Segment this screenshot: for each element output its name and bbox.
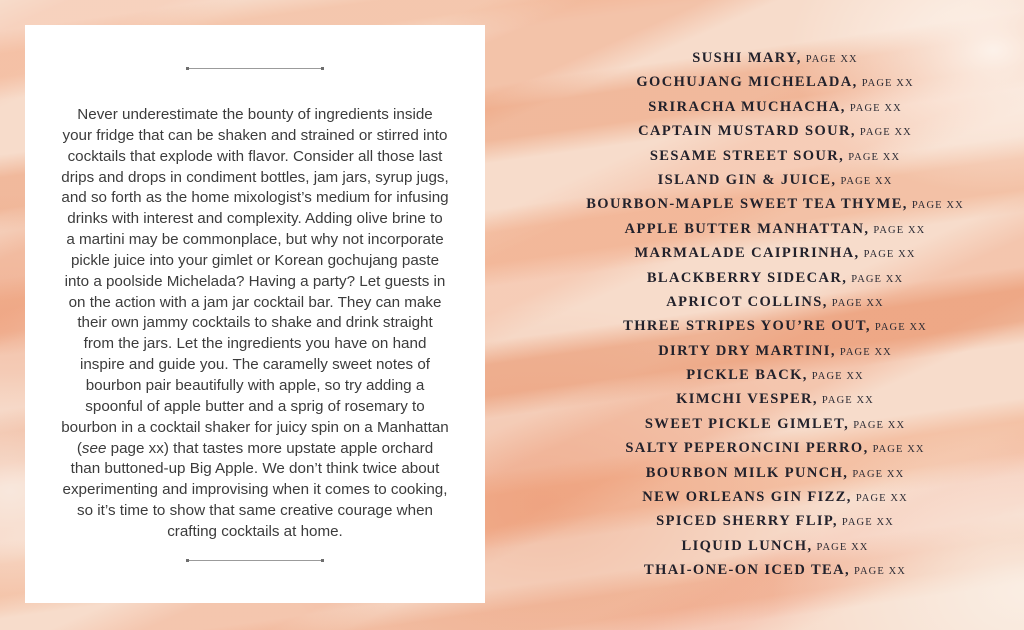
recipe-name: SALTY PEPERONCINI PERRO, <box>625 440 869 457</box>
recipe-page-ref: PAGE XX <box>855 493 908 505</box>
recipe-page-ref: PAGE XX <box>853 419 906 431</box>
recipe-list-item <box>540 314 1010 338</box>
recipe-list-item <box>540 534 1010 558</box>
recipe-list-item <box>540 363 1010 387</box>
recipe-name: SRIRACHA MUCHACHA, <box>648 98 846 115</box>
recipe-page-ref: PAGE XX <box>805 54 858 65</box>
recipe-list-item <box>540 168 1010 192</box>
recipe-list-item <box>540 217 1010 241</box>
recipe-page-ref: PAGE XX <box>851 273 904 285</box>
recipe-name: MARMALADE CAIPIRINHA, <box>634 245 860 262</box>
decorative-rule-top <box>187 68 323 69</box>
recipe-list-item <box>540 144 1010 168</box>
recipe-list-item <box>540 558 1010 582</box>
recipe-name: THREE STRIPES YOU’RE OUT, <box>623 318 871 335</box>
recipe-page-ref: PAGE XX <box>861 78 914 90</box>
recipe-name: DIRTY DRY MARTINI, <box>658 342 836 359</box>
decorative-rule-bottom <box>187 560 323 561</box>
recipe-page-ref: PAGE XX <box>859 127 912 139</box>
recipe-list-item <box>540 509 1010 533</box>
recipe-list-item <box>540 119 1010 143</box>
recipe-list-item <box>540 241 1010 265</box>
recipe-name: THAI-ONE-ON ICED TEA, <box>644 562 851 579</box>
recipe-name: SPICED SHERRY FLIP, <box>656 513 838 530</box>
recipe-name: APRICOT COLLINS, <box>666 293 828 310</box>
recipe-list-item <box>540 485 1010 509</box>
recipe-page-ref: PAGE XX <box>831 297 884 309</box>
recipe-page-ref: PAGE XX <box>852 468 905 480</box>
recipe-page-ref: PAGE XX <box>840 175 893 187</box>
recipe-list-item <box>540 436 1010 460</box>
rule-end-dot <box>321 559 324 562</box>
recipe-page-ref: PAGE XX <box>854 566 906 578</box>
recipe-page-ref: PAGE XX <box>874 322 927 334</box>
recipe-list-item <box>540 95 1010 119</box>
recipe-page-ref: PAGE XX <box>816 541 869 553</box>
recipe-page-ref: PAGE XX <box>841 517 894 529</box>
recipe-name: ISLAND GIN & JUICE, <box>657 171 837 188</box>
recipe-page-ref: PAGE XX <box>811 371 864 383</box>
recipe-name: GOCHUJANG MICHELADA, <box>636 74 858 91</box>
recipe-page-ref: PAGE XX <box>911 200 964 212</box>
intro-paragraph <box>61 105 449 543</box>
recipe-page-ref: PAGE XX <box>848 151 901 163</box>
recipe-page-ref: PAGE XX <box>821 395 874 407</box>
recipe-list-item <box>540 387 1010 411</box>
recipe-name: KIMCHI VESPER, <box>676 391 818 408</box>
recipe-list-item <box>540 46 1010 70</box>
recipe-name: CAPTAIN MUSTARD SOUR, <box>638 123 856 140</box>
recipe-list-item <box>540 461 1010 485</box>
rule-end-dot <box>186 67 189 70</box>
recipe-list <box>540 46 1010 583</box>
recipe-list-item <box>540 192 1010 216</box>
recipe-name: APPLE BUTTER MANHATTAN, <box>624 220 870 237</box>
recipe-page-ref: PAGE XX <box>849 102 902 114</box>
intro-card <box>25 25 485 603</box>
recipe-list-item <box>540 290 1010 314</box>
recipe-name: BLACKBERRY SIDECAR, <box>646 269 848 286</box>
recipe-name: SWEET PICKLE GIMLET, <box>644 415 850 432</box>
recipe-list-item <box>540 266 1010 290</box>
intro-italic-word: see <box>81 439 107 457</box>
recipe-name: NEW ORLEANS GIN FIZZ, <box>642 489 852 506</box>
recipe-page-ref: PAGE XX <box>872 444 925 456</box>
recipe-name: SESAME STREET SOUR, <box>649 147 845 164</box>
intro-text-part: page xx) that tastes more upstate apple orchard than buttoned-up Big Apple. We don’t think twice about experimenting and improvising when it comes to cooking, so it’s time to show that same creative courage when crafting cocktails at home. <box>62 439 448 540</box>
recipe-name: LIQUID LUNCH, <box>681 537 813 554</box>
recipe-name: SUSHI MARY, <box>692 50 802 66</box>
recipe-page-ref: PAGE XX <box>873 224 926 236</box>
recipe-name: BOURBON-MAPLE SWEET TEA THYME, <box>586 196 908 213</box>
recipe-list-item <box>540 70 1010 94</box>
recipe-list-item <box>540 412 1010 436</box>
rule-end-dot <box>321 67 324 70</box>
recipe-page-ref: PAGE XX <box>839 346 892 358</box>
rule-end-dot <box>186 559 189 562</box>
recipe-page-ref: PAGE XX <box>863 249 916 261</box>
intro-text-part: Never underestimate the bounty of ingredients inside your fridge that can be shaken and strained or stirred into cocktails that explode with flavor. Consider all those last drips and drops in condiment bottles, jam jars, syrup jugs, and so forth as the home mixologist’s medium for infusing drinks with interest and complexity. Adding olive brine to a martini may be commonplace, but why not incorporate pickle juice into your gimlet or Korean gochujang paste into a poolside Michelada? Having a party? Let guests in on the action with a jam jar cocktail bar. They can make their own jammy cocktails to shake and drink straight from the jars. Let the ingredients you have on hand inspire and guide you. The caramelly sweet notes of bourbon pair beautifully with apple, so try adding a spoonful of apple butter and a sprig of rosemary to bourbon in a cocktail shaker for juicy spin on a Manhattan ( <box>61 106 449 457</box>
recipe-list-item <box>540 339 1010 363</box>
recipe-name: PICKLE BACK, <box>686 367 808 384</box>
recipe-name: BOURBON MILK PUNCH, <box>645 464 849 481</box>
